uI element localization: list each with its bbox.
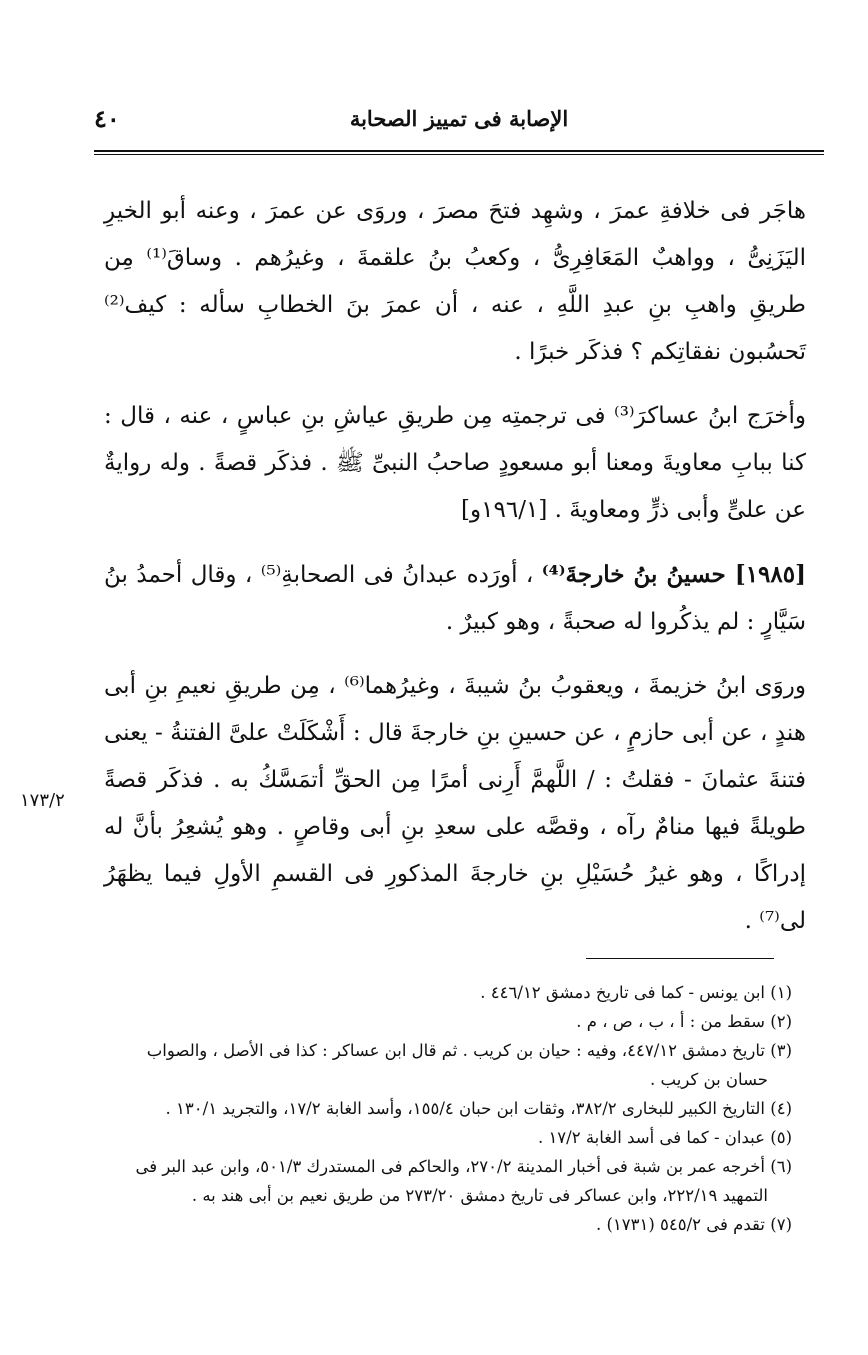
footnote-6-continued: التمهيد ٢٢٢/١٩، وابن عساكر فى تاريخ دمشق ٢٧٣/٢٠ من طريق نعيم بن أبى هند به . <box>191 1186 768 1205</box>
main-text <box>104 188 806 945</box>
footnote-5: (٥) عبدان - كما فى أسد الغابة ١٧/٢ . <box>537 1128 792 1147</box>
footnote-rule <box>586 958 774 959</box>
book-title: الإصابة فى تمييز الصحابة <box>349 106 569 131</box>
margin-reference: ١٧٣/٢ <box>20 790 65 811</box>
footnote-2: (٢) سقط من : أ ، ب ، ص ، م . <box>576 1012 792 1031</box>
footnote-1: (١) ابن يونس - كما فى تاريخ دمشق ٤٤٦/١٢ . <box>480 983 792 1002</box>
entry-heading: [١٩٨٥] حسينُ بنُ خارجةَ⁽⁴⁾ <box>541 561 807 588</box>
footnote-6: (٦) أخرجه عمر بن شبة فى أخبار المدينة ٢٧٠/٢، والحاكم فى المستدرك ٥٠١/٣، وابن عبد البر فى <box>135 1157 792 1176</box>
footnote-3-continued: حسان بن كريب . <box>650 1070 768 1089</box>
page-number: ٤٠ <box>94 104 120 133</box>
footnote-3: (٣) تاريخ دمشق ٤٤٧/١٢، وفيه : حيان بن كريب . ثم قال ابن عساكر : كذا فى الأصل ، والصواب <box>146 1041 792 1060</box>
page-header <box>94 104 824 144</box>
paragraph-1: هاجَر فى خلافةِ عمرَ ، وشهِد فتحَ مصرَ ، وروَى عن عمرَ ، وعنه أبو الخيرِ اليَزَنِىُّ ، وواهبٌ المَعَافِرِىُّ ، وكعبُ بنُ علقمةَ ، وغيرُهم . وساقَ⁽¹⁾ مِن طريقِ واهبِ بنِ عبدِ اللَّهِ ، عنه ، أن عمرَ بنَ الخطابِ سأله : كيف⁽²⁾ تَحسُبون نفقاتِكم ؟ فذكَر خبرًا . <box>104 198 806 365</box>
header-rule <box>94 150 824 155</box>
paragraph-3 <box>104 551 806 646</box>
footnotes <box>92 978 792 1239</box>
paragraph-4: وروَى ابنُ خزيمةَ ، ويعقوبُ بنُ شيبةَ ، وغيرُهما⁽⁶⁾ ، مِن طريقِ نعيمِ بنِ أبى هندٍ ، عن أبى حازمٍ ، عن حسينِ بنِ خارجةَ قال : أَشْكَلَتْ علىَّ الفتنةُ - يعنى فتنةَ عثمانَ - فقلتُ : / اللَّهمَّ أَرِنى أمرًا مِن الحقِّ أتمَسَّكُ به . فذكَر قصةً طويلةً فيها منامٌ رآه ، وقصَّه على سعدِ بنِ أبى وقاصٍ . وهو يُشعِرُ بأنَّ له إدراكًا ، وهو غيرُ حُسَيْلِ بنِ خارجةَ المذكورِ فى القسمِ الأولِ فيما يظهَرُ لى⁽⁷⁾ . <box>104 673 806 934</box>
paragraph-2: وأخرَج ابنُ عساكرَ⁽³⁾ فى ترجمتِه مِن طريقِ عياشِ بنِ عباسٍ ، عنه ، قال : كنا ببابِ معاويةَ ومعنا أبو مسعودٍ صاحبُ النبىِّ ﷺ . فذكَر قصةً . وله روايةٌ عن علىٍّ وأبى ذرٍّ ومعاويةَ . [١٩٦/١و] <box>104 403 806 523</box>
footnote-7: (٧) تقدم فى ٥٤٥/٢ (١٧٣١) . <box>595 1215 792 1234</box>
paragraph-3-text: ، أورَده عبدانُ فى الصحابةِ⁽⁵⁾ ، وقال أحمدُ بنُ سَيَّارٍ : لم يذكُروا له صحبةً ، وهو كبيرٌ . <box>104 562 806 635</box>
footnote-4: (٤) التاريخ الكبير للبخارى ٣٨٢/٢، وثقات ابن حبان ١٥٥/٤، وأسد الغابة ١٧/٢، والتجريد ١٣٠/١ . <box>165 1099 792 1118</box>
